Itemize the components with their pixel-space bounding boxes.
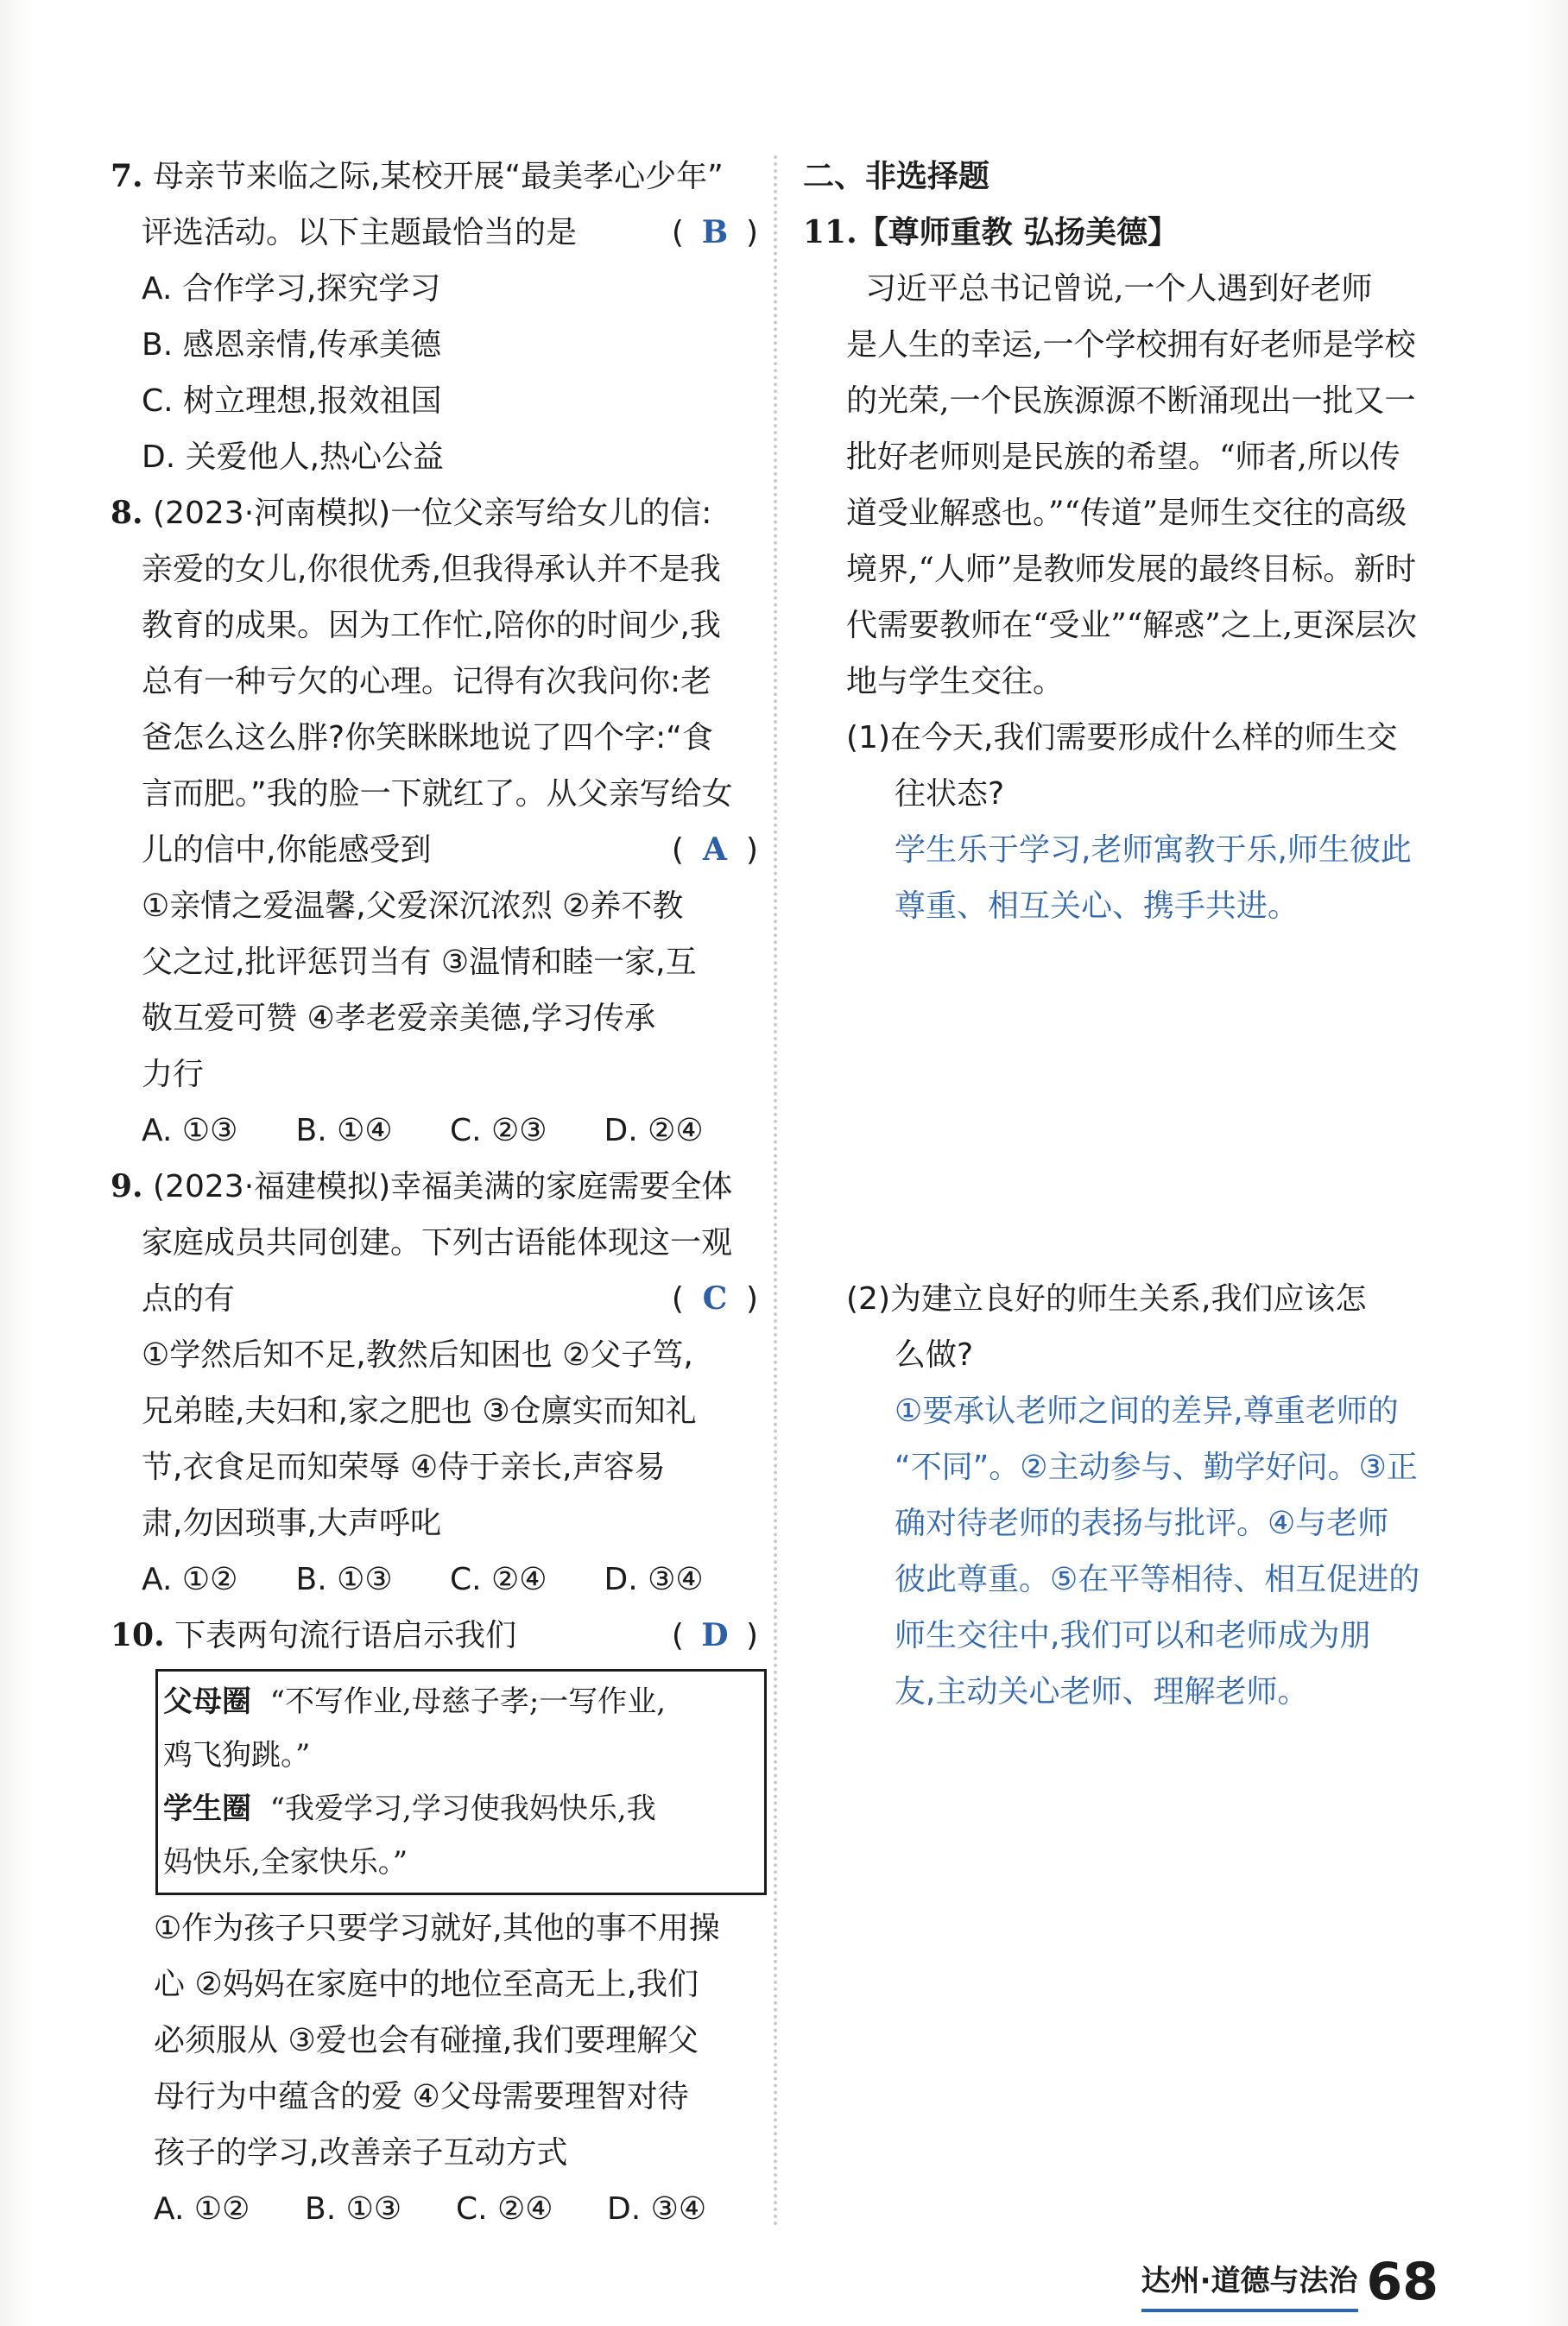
page-number: 68 — [1366, 2252, 1438, 2312]
answer-bracket: ( A ) — [672, 822, 758, 878]
left-column — [111, 149, 758, 2237]
option: C. ②④ — [456, 2191, 553, 2227]
option: B. 感恩亲情,传承美德 — [142, 327, 442, 363]
question-7: 7. 母亲节来临之际,某校开展“最美孝心少年” 评选活动。以下主题最恰当的是 ( B ) A. 合作学习,探究学习 B. 感恩亲情,传承美德 C. 树立理想,报效祖国 D. 关爱他人,热心公益 — [111, 149, 758, 485]
answer-text: 彼此尊重。⑤在平等相待、相互促进的 — [895, 1562, 1420, 1597]
question-number: 10. — [111, 1617, 165, 1653]
option: C. ②④ — [450, 1562, 547, 1597]
row-label: 学生圈 — [163, 1792, 251, 1826]
question-9: 9. (2023·福建模拟)幸福美满的家庭需要全体 家庭成员共同创建。下列古语能体现这一观 点的有 ( C ) ①学然后知不足,教然后知困也 ②父子笃, 兄弟睦,夫妇和,家之肥也 ③仓廪实而知礼 节,衣食足而知荣辱 ④侍于亲长,声容易 肃,勿因琐事,大声呼叱 A. ①② B. ①③ C. ②④ D. ③④ — [111, 1159, 758, 1608]
option: C. ②③ — [450, 1113, 547, 1148]
question-number: 8. — [111, 495, 143, 531]
answer-bracket: ( B ) — [672, 205, 758, 261]
option: A. ①② — [154, 2191, 250, 2227]
answer-text: ①要承认老师之间的差异,尊重老师的 — [895, 1394, 1399, 1429]
statement: 兄弟睦,夫妇和,家之肥也 ③仓廪实而知礼 — [142, 1394, 697, 1429]
statement: ①学然后知不足,教然后知困也 ②父子笃, — [142, 1337, 693, 1373]
answer-text: 学生乐于学习,老师寓教于乐,师生彼此 — [895, 832, 1412, 868]
statement: 父之过,批评惩罚当有 ③温情和睦一家,互 — [142, 945, 697, 980]
option: D. 关爱他人,热心公益 — [142, 439, 445, 475]
option: B. ①③ — [295, 1562, 393, 1597]
answer-letter: C — [702, 1280, 728, 1317]
statement: 孩子的学习,改善亲子互动方式 — [154, 2135, 568, 2171]
answer-text: 师生交往中,我们可以和老师成为朋 — [895, 1618, 1371, 1653]
section-title: 二、非选择题 — [803, 159, 990, 194]
option: A. ①② — [142, 1562, 238, 1597]
statement: 敬互爱可赞 ④孝老爱亲美德,学习传承 — [142, 1001, 656, 1036]
answer-space — [803, 934, 1459, 1271]
statement: 肃,勿因琐事,大声呼叱 — [142, 1506, 441, 1541]
statement: ①作为孩子只要学习就好,其他的事不用操 — [154, 1911, 720, 1946]
options-row — [111, 2181, 758, 2237]
option: B. ①④ — [295, 1113, 393, 1148]
option: C. 树立理想,报效祖国 — [142, 383, 442, 419]
statement: 必须服从 ③爱也会有碰撞,我们要理解父 — [154, 2023, 699, 2058]
option: D. ③④ — [607, 2191, 707, 2227]
options-row — [111, 1103, 758, 1159]
statement: ①亲情之爱温馨,父爱深沉浓烈 ②养不教 — [142, 888, 684, 924]
option: A. 合作学习,探究学习 — [142, 271, 441, 307]
right-column — [803, 149, 1459, 1720]
row-label: 父母圈 — [163, 1684, 251, 1719]
footer-label: 达州·道德与法治 — [1141, 2255, 1358, 2312]
option: A. ①③ — [142, 1113, 238, 1148]
options-row — [111, 1552, 758, 1608]
page-footer — [1141, 2243, 1438, 2312]
question-title: 【尊师重教 弘扬美德】 — [857, 215, 1179, 250]
answer-text: 友,主动关心老师、理解老师。 — [895, 1674, 1309, 1710]
option: D. ②④ — [604, 1113, 704, 1148]
statement: 节,衣食足而知荣辱 ④侍于亲长,声容易 — [142, 1450, 666, 1485]
option: B. ①③ — [305, 2191, 402, 2227]
passage: 习近平总书记曾说,一个人遇到好老师 是人生的幸运,一个学校拥有好老师是学校 的光荣,一个民族源源不断涌现出一批又一 批好老师则是民族的希望。“师者,所以传 道受业解惑也。”“传道”是师生交往的高级 境界,“人师”是教师发展的最终目标。新时 代需要教师在“受业”“解惑”之上,更深层次 地与学生交往。 — [846, 271, 1418, 699]
question-number: 7. — [111, 158, 143, 194]
column-divider — [774, 155, 777, 2228]
statement: 心 ②妈妈在家庭中的地位至高无上,我们 — [154, 1967, 699, 2002]
statement: 力行 — [142, 1057, 205, 1092]
statement: 母行为中蕴含的爱 ④父母需要理智对待 — [154, 2079, 689, 2114]
answer-bracket: ( D ) — [672, 1608, 758, 1664]
answer-text: 尊重、相互关心、携手共进。 — [895, 888, 1299, 924]
answer-text: “不同”。②主动参与、勤学好问。③正 — [895, 1450, 1418, 1485]
sub-question-1: (1)在今天,我们需要形成什么样的师生交 往状态? 学生乐于学习,老师寓教于乐,师生彼此 尊重、相互关心、携手共进。 — [803, 710, 1459, 934]
question-number: 9. — [111, 1168, 143, 1204]
answer-letter: D — [701, 1617, 729, 1653]
answer-letter: B — [701, 214, 729, 250]
question-10: 10. 下表两句流行语启示我们 ( D ) 父母圈 “不写作业,母慈子孝;一写作业, 鸡飞狗跳。” 学生圈 “我爱学习,学习使我妈快乐,我 妈快乐,全家快乐。” ①作为孩子只要学习就好,其他的事不用操 心 ②妈妈在家庭中的地位至高无上,我们 必须服从 ③爱也会有碰撞,我们要理解父 母行为中蕴含的爱 ④父母需要理智对待 孩子的学习,改善亲子互动方式 A. ①② B. ①③ C. ②④ D. ③④ — [111, 1608, 758, 2237]
answer-letter: A — [702, 831, 727, 868]
option: D. ③④ — [604, 1562, 704, 1597]
answer-text: 确对待老师的表扬与批评。④与老师 — [895, 1506, 1389, 1541]
question-8: 8. (2023·河南模拟)一位父亲写给女儿的信: 亲爱的女儿,你很优秀,但我得承认并不是我 教育的成果。因为工作忙,陪你的时间少,我 总有一种亏欠的心理。记得有次我问你:老 爸怎么这么胖?你笑眯眯地说了四个字:“食 言而肥。”我的脸一下就红了。从父亲写给女 儿的信中,你能感受到 ( A ) ①亲情之爱温馨,父爱深沉浓烈 ②养不教 父之过,批评惩罚当有 ③温情和睦一家,互 敬互爱可赞 ④孝老爱亲美德,学习传承 力行 A. ①③ B. ①④ C. ②③ D. ②④ — [111, 485, 758, 1159]
answer-bracket: ( C ) — [672, 1271, 758, 1327]
sub-question-2: (2)为建立良好的师生关系,我们应该怎 么做? ①要承认老师之间的差异,尊重老师的 “不同”。②主动参与、勤学好问。③正 确对待老师的表扬与批评。④与老师 彼此尊重。⑤在平等相待、相互促进的 师生交往中,我们可以和老师成为朋 友,主动关心老师、理解老师。 — [803, 1271, 1459, 1720]
slogan-table: 父母圈 “不写作业,母慈子孝;一写作业, 鸡飞狗跳。” 学生圈 “我爱学习,学习使我妈快乐,我 妈快乐,全家快乐。” — [155, 1669, 767, 1895]
question-number: 11. — [803, 214, 857, 250]
